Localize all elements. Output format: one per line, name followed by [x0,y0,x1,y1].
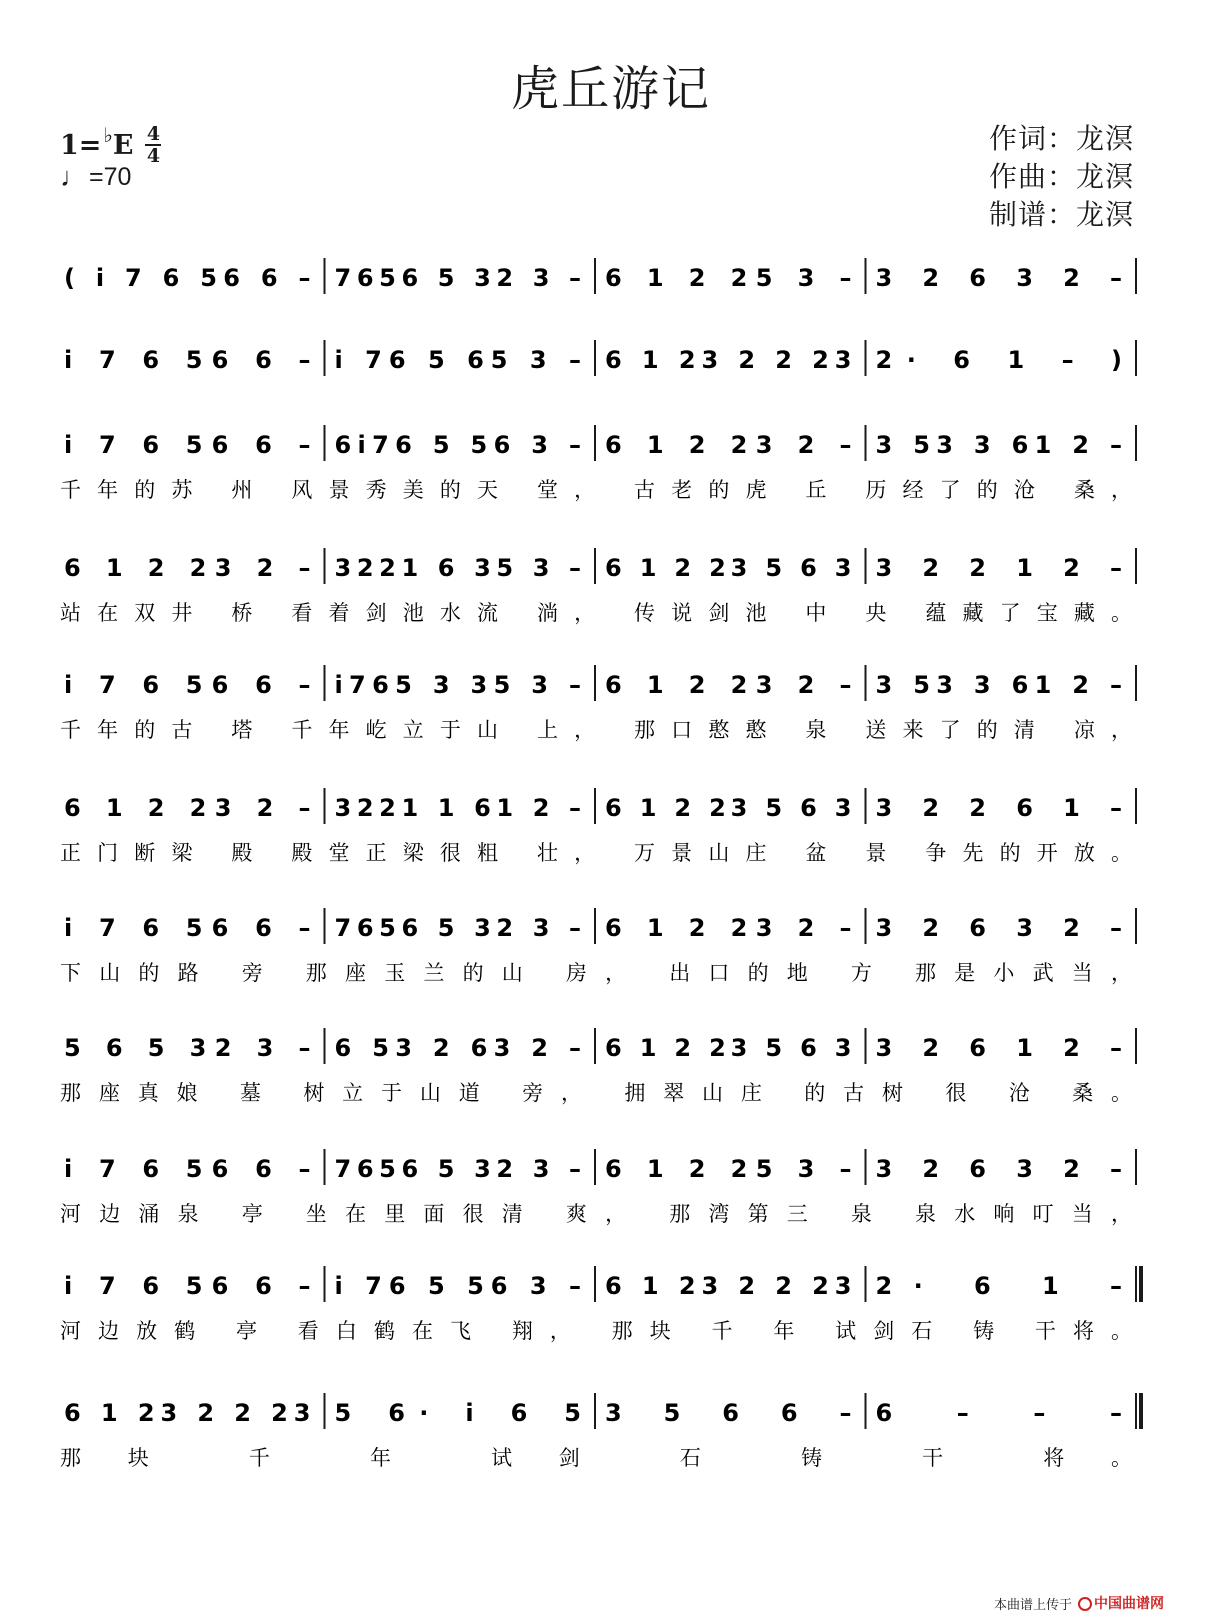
lyrics-line: 千年的苏 州 风景秀美的天 堂， 古老的虎 丘 历经了的沧 桑， [60,478,1132,502]
time-numerator: 4 [146,123,161,145]
measure: i 7 6 56 6 – [64,346,311,374]
key-prefix: 1= [60,129,102,161]
quarter-note-icon: ♩ [60,162,87,192]
key-note: E [112,129,134,161]
measure: 3221 1 61 2 – [334,794,581,822]
measure: 3 5 6 6 – [605,1399,852,1427]
measure: 6 1 2 23 5 6 3 [605,554,852,582]
lyrics-line: 那块 千 年 试剑 石 铸 干 将。 [60,1446,1132,1470]
measure: 7656 5 32 3 – [334,914,581,942]
measure: 3 2 6 3 2 – [875,264,1122,292]
measure: 2· 6 1 – ) [875,346,1122,374]
measure: 3 2 6 3 2 – [875,914,1122,942]
logo-text: 中国曲谱网 [1094,1596,1164,1612]
song-title: 虎丘游记 [510,61,711,117]
measure: 6 1 23 2 2 23 [605,1272,852,1300]
measure: i 7 6 56 6 – [64,1272,311,1300]
lyrics-line: 站在双井 桥 看着剑池水流 淌， 传说剑池 中 央 蕴藏了宝藏。 [60,601,1132,625]
footer-text: 本曲谱上传于 [993,1597,1072,1613]
measure: 6 1 2 23 2 – [605,431,852,459]
measure: 6 1 2 23 2 – [64,794,311,822]
measure: 6 1 2 23 2 – [605,671,852,699]
lyrics-line: 河边放鹤 亭 看白鹤在飞 翔， 那块 千 年 试剑石 铸 干将。 [60,1319,1132,1343]
measure: i 7 6 56 6 – [64,1155,311,1183]
footer [994,1593,1164,1613]
measure: 6 1 2 25 3 – [605,1155,852,1183]
measure: ( i 7 6 56 6 – [64,264,311,292]
measure: 6 53 2 63 2 – [334,1034,581,1062]
measure: 3 2 6 1 2 – [875,1034,1122,1062]
measure: 3 2 2 1 2 – [875,554,1122,582]
measure: i765 3 35 3 – [334,671,581,699]
lyrics-line: 那座真娘 墓 树立于山道 旁， 拥翠山庄 的古树 很 沧 桑。 [60,1081,1132,1105]
transcriber-credit: 制谱：龙溟 [988,198,1134,231]
lyrics-line: 正门断梁 殿 殿堂正梁很粗 壮， 万景山庄 盆 景 争先的开放。 [60,841,1132,865]
measure: 3221 6 35 3 – [334,554,581,582]
measure: 6 1 2 23 2 – [605,914,852,942]
lyrics-line: 下山的路 旁 那座玉兰的山 房， 出口的地 方 那是小武当， [60,961,1132,985]
measure: 6 1 23 2 2 23 [64,1399,311,1427]
tempo-value: =70 [89,163,132,191]
measure: 6 1 2 23 5 6 3 [605,794,852,822]
measure: 2· 6 1 – [875,1272,1122,1300]
lyricist-credit: 作词：龙溟 [988,122,1134,155]
measure: 3 2 2 6 1 – [875,794,1122,822]
measure: i 7 6 56 6 – [64,671,311,699]
composer-credit: 作曲：龙溟 [988,160,1134,193]
measure: i 7 6 56 6 – [64,914,311,942]
measure: i 76 5 65 3 – [334,346,581,374]
measure: 3 53 3 61 2 – [875,671,1122,699]
measure: 5 6 5 32 3 – [64,1034,311,1062]
site-logo [1078,1593,1164,1613]
measure: 7656 5 32 3 – [334,1155,581,1183]
time-denominator: 4 [146,145,161,167]
lyrics-line: 河边涌泉 亭 坐在里面很清 爽， 那湾第三 泉 泉水响叮当， [60,1202,1132,1226]
measure: 6i76 5 56 3 – [334,431,581,459]
measure: 6 1 2 23 2 – [64,554,311,582]
measure: 6 1 2 25 3 – [605,264,852,292]
logo-icon [1078,1597,1092,1611]
measure: i 76 5 56 3 – [334,1272,581,1300]
measure: 6 1 23 2 2 23 [605,346,852,374]
measure: 6 – – – [875,1399,1122,1427]
measure: 7656 5 32 3 – [334,264,581,292]
lyrics-line: 千年的古 塔 千年屹立于山 上， 那口憨憨 泉 送来了的清 凉， [60,718,1132,742]
measure: i 7 6 56 6 – [64,431,311,459]
measure: 3 2 6 3 2 – [875,1155,1122,1183]
flat-icon: ♭ [103,123,113,147]
measure: 3 53 3 61 2 – [875,431,1122,459]
measure: 5 6· i 6 5 [334,1399,581,1427]
measure: 6 1 2 23 5 6 3 [605,1034,852,1062]
